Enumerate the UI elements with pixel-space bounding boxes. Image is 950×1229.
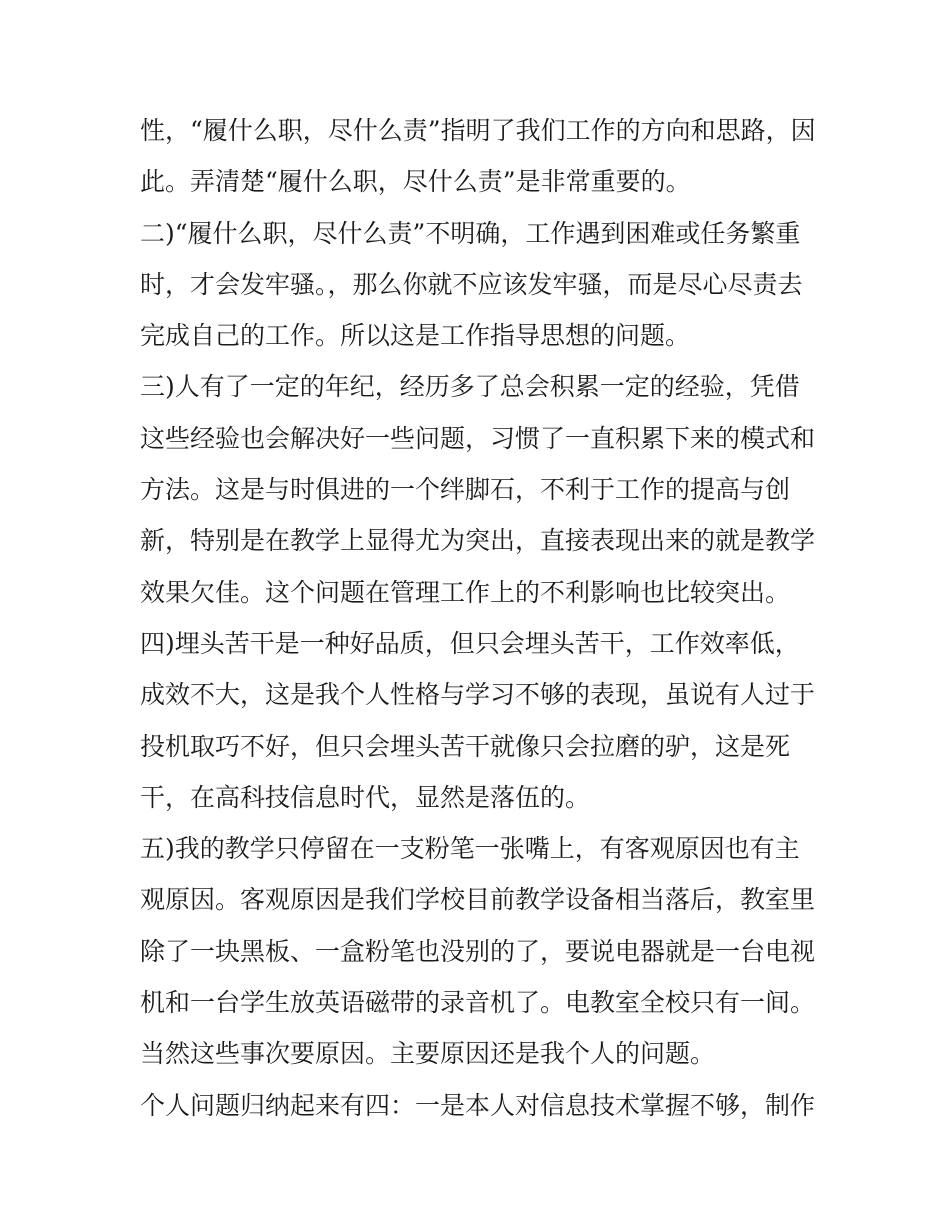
text-line: 当然这些事次要原因。主要原因还是我个人的问题。 bbox=[140, 1039, 716, 1069]
text-line: 这些经验也会解决好一些问题，习惯了一直积累下来的模式和 bbox=[140, 423, 816, 453]
text-line: 个人问题归纳起来有四：一是本人对信息技术掌握不够，制作 bbox=[140, 1090, 816, 1120]
text-line: 除了一块黑板、一盒粉笔也没别的了，要说电器就是一台电视 bbox=[140, 936, 816, 966]
text-line: 性，“履什么职，尽什么责”指明了我们工作的方向和思路，因 bbox=[140, 116, 816, 145]
text-line: 二)“履什么职，尽什么责”不明确，工作遇到困难或任务繁重 bbox=[140, 218, 801, 248]
text-line: 四)埋头苦干是一种好品质，但只会埋头苦干，工作效率低， bbox=[140, 628, 800, 658]
body-text bbox=[140, 105, 830, 1131]
text-line: 效果欠佳。这个问题在管理工作上的不利影响也比较突出。 bbox=[140, 577, 791, 607]
text-line: 机和一台学生放英语磁带的录音机了。电教室全校只有一间。 bbox=[140, 988, 816, 1018]
text-line: 完成自己的工作。所以这是工作指导思想的问题。 bbox=[140, 321, 691, 351]
text-line: 干，在高科技信息时代，显然是落伍的。 bbox=[140, 782, 591, 812]
text-line: 三)人有了一定的年纪，经历多了总会积累一定的经验，凭借 bbox=[140, 372, 800, 402]
text-line: 五)我的教学只停留在一支粉笔一张嘴上，有客观原因也有主 bbox=[140, 834, 800, 864]
text-line: 此。弄清楚“履什么职，尽什么责”是非常重要的。 bbox=[140, 167, 691, 197]
text-line: 新，特别是在教学上显得尤为突出，直接表现出来的就是教学 bbox=[140, 526, 816, 556]
text-line: 投机取巧不好，但只会埋头苦干就像只会拉磨的驴，这是死 bbox=[140, 731, 791, 761]
text-line: 方法。这是与时俱进的一个绊脚石，不利于工作的提高与创 bbox=[140, 475, 791, 505]
text-line: 观原因。客观原因是我们学校目前教学设备相当落后，教室里 bbox=[140, 885, 816, 915]
text-line: 成效不大，这是我个人性格与学习不够的表现，虽说有人过于 bbox=[140, 680, 816, 710]
text-line: 时，才会发牢骚。，那么你就不应该发牢骚，而是尽心尽责去 bbox=[140, 269, 803, 299]
